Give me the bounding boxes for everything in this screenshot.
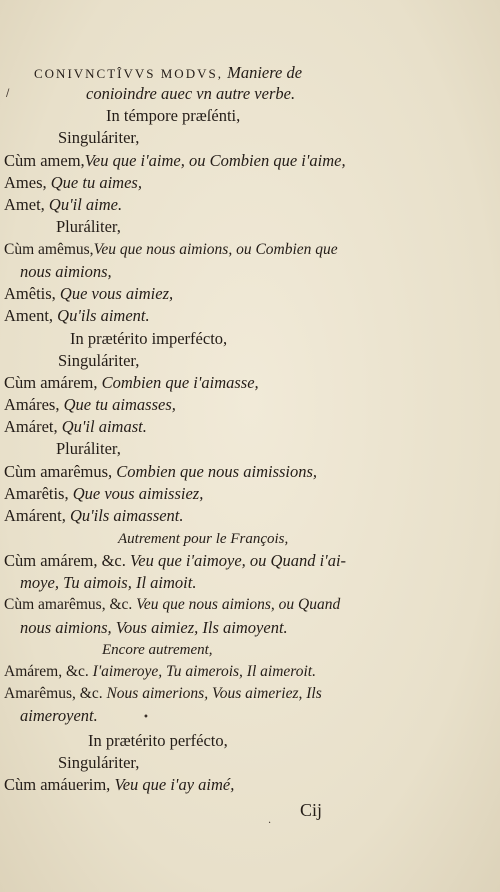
- text-line: [4, 462, 317, 482]
- latin-text: Amarêtis,: [4, 484, 69, 503]
- french-text: nous aimions,: [20, 262, 112, 281]
- french-text: Veu que i'aimoye, ou Quand i'ai-: [130, 551, 347, 570]
- text-line: [4, 195, 122, 215]
- latin-text: Amáres,: [4, 395, 60, 414]
- french-text: nous aimions, Vous aimiez, Ils aimoyent.: [20, 618, 288, 637]
- ink-speck: .: [268, 815, 272, 826]
- text-line: [20, 618, 288, 638]
- header-french-continued: conioindre auec vn autre verbe.: [86, 84, 296, 103]
- text-line: [56, 439, 121, 459]
- text-line: [58, 128, 139, 148]
- french-text: Autrement pour le François,: [118, 531, 289, 547]
- text-line: [20, 262, 112, 282]
- header-line: [34, 63, 302, 84]
- latin-text: Cùm amem,: [4, 151, 85, 170]
- latin-text: Cùm amêmus,: [4, 241, 94, 258]
- ink-speck: /: [6, 88, 10, 99]
- latin-text: Amêtis,: [4, 284, 56, 303]
- latin-text: Amárent,: [4, 506, 66, 525]
- latin-text: Pluráliter,: [56, 439, 121, 458]
- ink-speck: •: [143, 712, 149, 723]
- latin-text: Pluráliter,: [56, 217, 121, 236]
- latin-text: In témpore præſénti,: [106, 106, 241, 125]
- latin-text: Cùm amáuerim,: [4, 775, 111, 794]
- latin-text: Amet,: [4, 195, 45, 214]
- french-text: Encore autrement,: [102, 642, 213, 658]
- latin-text: Cùm amárem,: [4, 373, 98, 392]
- latin-text: Amárem, &c.: [4, 663, 89, 680]
- text-line: [4, 240, 338, 260]
- text-line: [4, 595, 340, 615]
- text-line: [102, 640, 213, 660]
- text-line: [4, 173, 142, 193]
- french-text: Qu'ils aimassent.: [69, 506, 184, 525]
- text-line: [4, 284, 173, 304]
- latin-text: Amáret,: [4, 417, 58, 436]
- french-text: Qu'il aime.: [48, 195, 123, 214]
- text-line: [106, 106, 240, 126]
- french-text: aimeroyent.: [20, 706, 98, 725]
- header-latin: CONIVNCTÎVVS MODVS,: [34, 66, 223, 81]
- latin-text: Cùm amárem, &c.: [4, 551, 126, 570]
- latin-text: Singuláriter,: [58, 351, 140, 370]
- text-line: [4, 395, 176, 415]
- header-french: Maniere de: [227, 63, 303, 82]
- text-line: [70, 329, 227, 349]
- french-text: Combien que nous aimissions,: [116, 462, 318, 481]
- french-text: Qu'il aimast.: [61, 417, 147, 436]
- text-line: [58, 351, 139, 371]
- signature-mark: Cij: [300, 800, 323, 820]
- text-line: [118, 529, 288, 549]
- french-text: Combien que i'aimasse,: [101, 373, 259, 392]
- french-text: Nous aimerions, Vous aimeriez, Ils: [106, 685, 322, 702]
- latin-text: Singuláriter,: [58, 753, 140, 772]
- latin-text: Singuláriter,: [58, 128, 140, 147]
- text-line: [4, 775, 234, 795]
- french-text: Veu que nous aimions, ou Combien que: [93, 241, 338, 258]
- french-text: Que tu aimes,: [50, 173, 142, 192]
- text-line: [4, 151, 346, 171]
- text-line: [4, 551, 346, 571]
- french-text: Veu que i'aime, ou Combien que i'aime,: [84, 151, 346, 170]
- text-line: [4, 417, 147, 437]
- french-text: Que tu aimasses,: [63, 395, 176, 414]
- text-line: [88, 731, 228, 751]
- text-line: [58, 753, 139, 773]
- text-line: [56, 217, 121, 237]
- latin-text: Cùm amarêmus, &c.: [4, 596, 133, 613]
- french-text: Veu que nous aimions, ou Quand: [136, 596, 341, 613]
- french-text: Que vous aimiez,: [59, 284, 174, 303]
- text-line: [4, 484, 203, 504]
- french-text: Qu'ils aiment.: [57, 306, 150, 325]
- text-line: [4, 373, 259, 393]
- text-line: [4, 662, 316, 682]
- latin-text: Ames,: [4, 173, 47, 192]
- text-line: [20, 706, 98, 726]
- french-text: Veu que i'ay aimé,: [114, 775, 235, 794]
- text-line: [4, 684, 322, 704]
- latin-text: In prætérito perfécto,: [88, 731, 228, 750]
- french-text: moye, Tu aimois, Il aimoit.: [20, 573, 197, 592]
- latin-text: Amarêmus, &c.: [4, 685, 103, 702]
- latin-text: Ament,: [4, 306, 54, 325]
- text-line: [4, 306, 150, 326]
- text-line: [20, 573, 196, 593]
- french-text: Que vous aimissiez,: [72, 484, 204, 503]
- french-text: I'aimeroye, Tu aimerois, Il aimeroit.: [92, 663, 316, 680]
- latin-text: Cùm amarêmus,: [4, 462, 113, 481]
- latin-text: In prætérito imperfécto,: [70, 329, 228, 348]
- text-line: [4, 506, 184, 526]
